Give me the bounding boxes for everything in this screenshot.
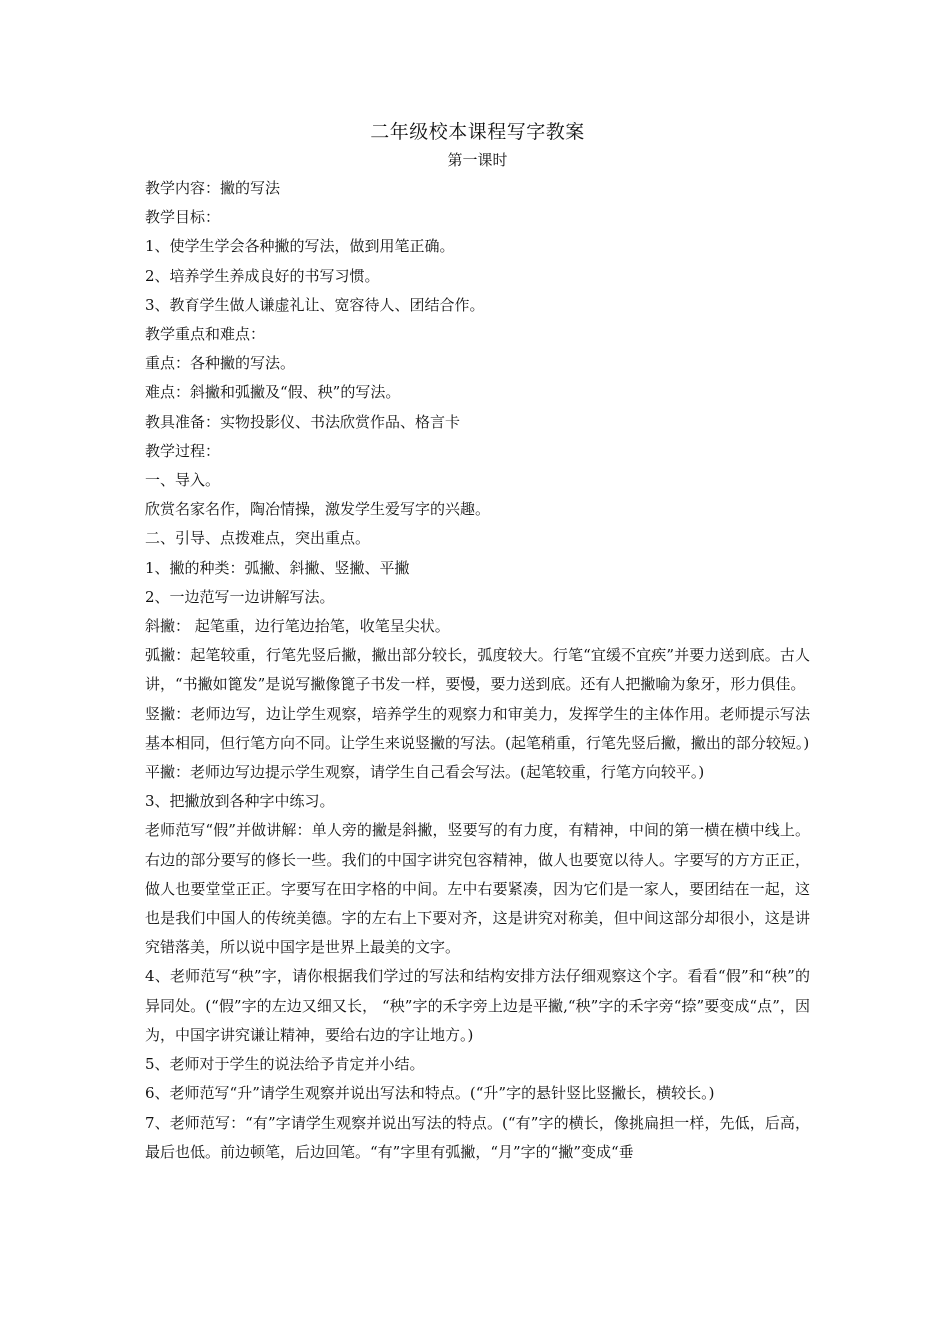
document-subtitle: 第一课时 bbox=[447, 151, 508, 169]
paragraph: 平撇：老师边写边提示学生观察，请学生自己看会写法。(起笔较重，行笔方向较平。) bbox=[145, 763, 705, 782]
paragraph: 3、把撇放到各种字中练习。 bbox=[145, 792, 335, 811]
document-body bbox=[145, 174, 810, 1167]
paragraph: 欣赏名家名作，陶冶情操，激发学生爱写字的兴趣。 bbox=[145, 500, 491, 519]
paragraph: 7、老师范写：“有”字请学生观察并说出写法的特点。(“有”字的横长，像挑扁担一样，先低，后高，最后也低。前边顿笔，后边回笔。“有”字里有弧撇，“月”字的“撇”变成“垂 bbox=[145, 1113, 810, 1161]
paragraph: 重点：各种撇的写法。 bbox=[145, 354, 296, 373]
paragraph: 教学重点和难点： bbox=[145, 325, 266, 344]
paragraph: 弧撇：起笔较重，行笔先竖后撇，撇出部分较长，弧度较大。行笔“宜缓不宜疾”并要力送到底。古人讲，“书撇如篦发”是说写撇像篦子书发一样，要慢，要力送到底。还有人把撇喻为象牙，形力俱佳。 bbox=[145, 646, 810, 694]
paragraph: 2、培养学生养成良好的书写习惯。 bbox=[145, 266, 380, 285]
paragraph: 5、老师对于学生的说法给予肯定并小结。 bbox=[145, 1055, 425, 1074]
paragraph: 教学内容：撇的写法 bbox=[145, 179, 281, 197]
document-page bbox=[145, 110, 810, 1167]
paragraph: 斜撇： 起笔重，边行笔边抬笔，收笔呈尖状。 bbox=[145, 617, 450, 636]
paragraph: 3、教育学生做人谦虚礼让、宽容待人、团结合作。 bbox=[145, 295, 485, 314]
paragraph: 一、导入。 bbox=[145, 471, 221, 490]
paragraph: 2、一边范写一边讲解写法。 bbox=[145, 587, 335, 606]
paragraph: 教具准备：实物投影仪、书法欣赏作品、格言卡 bbox=[145, 412, 461, 431]
paragraph: 1、使学生学会各种撇的写法，做到用笔正确。 bbox=[145, 237, 455, 256]
paragraph: 4、老师范写“秧”字，请你根据我们学过的写法和结构安排方法仔细观察这个字。看看“假”和“秧”的异同处。(“假”字的左边又细又长， “秧”字的禾字旁上边是平撇,“秧”字的禾字旁“捺”要变成“点”，因为，中国字讲究谦让精神，要给右边的字让地方。) bbox=[145, 967, 810, 1044]
paragraph: 教学目标： bbox=[145, 208, 221, 227]
paragraph: 1、撇的种类：弧撇、斜撇、竖撇、平撇 bbox=[145, 558, 410, 577]
paragraph: 难点：斜撇和弧撇及“假、秧”的写法。 bbox=[145, 383, 401, 402]
paragraph: 老师范写“假”并做讲解：单人旁的撇是斜撇，竖要写的有力度，有精神，中间的第一横在横中线上。右边的部分要写的修长一些。我们的中国字讲究包容精神，做人也要宽以待人。字要写的方方正正，做人也要堂堂正正。字要写在田字格的中间。左中右要紧凑，因为它们是一家人，要团结在一起，这也是我们中国人的传统美德。字的左右上下要对齐，这是讲究对称美，但中间这部分却很小，这是讲究错落美，所以说中国字是世界上最美的文字。 bbox=[145, 821, 810, 957]
paragraph: 6、老师范写“升”请学生观察并说出写法和特点。(“升”字的悬针竖比竖撇长，横较长。) bbox=[145, 1084, 715, 1103]
document-title: 二年级校本课程写字教案 bbox=[370, 121, 585, 143]
paragraph: 教学过程： bbox=[145, 441, 221, 460]
paragraph: 竖撇：老师边写，边让学生观察，培养学生的观察力和审美力，发挥学生的主体作用。老师提示写法基本相同，但行笔方向不同。让学生来说竖撇的写法。(起笔稍重，行笔先竖后撇，撇出的部分较短。) bbox=[145, 704, 810, 752]
paragraph: 二、引导、点拨难点，突出重点。 bbox=[145, 529, 371, 548]
